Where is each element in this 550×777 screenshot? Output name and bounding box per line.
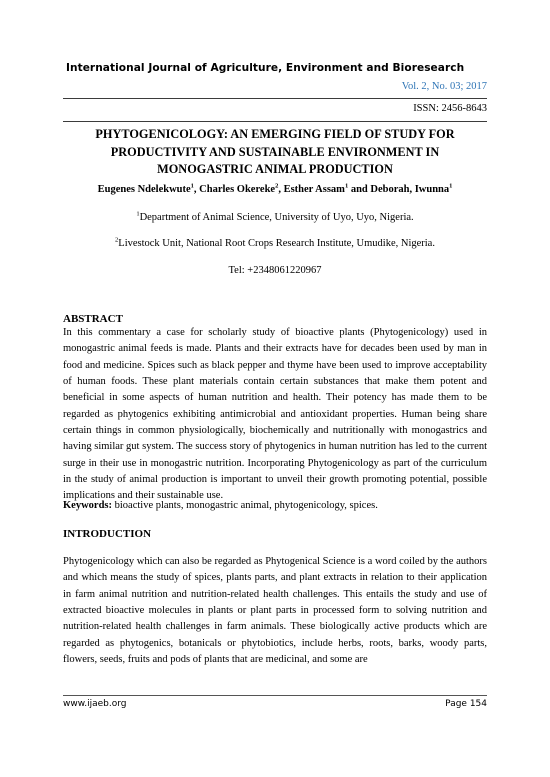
- author-name: and Deborah, Iwunna: [348, 184, 450, 195]
- journal-website: www.ijaeb.org: [63, 699, 127, 709]
- keywords-label: Keywords:: [63, 500, 112, 511]
- abstract-heading: ABSTRACT: [63, 313, 123, 325]
- keywords: [63, 500, 487, 511]
- affiliation-marker: 1: [344, 182, 349, 190]
- abstract-text: In this commentary a case for scholarly study of bioactive plants (Phytogenicology) used in monogastric animal feeds is made. Plants and their extracts have for decades been used by man in food and medicine. Spices such as black pepper and thyme have been used to improve acceptability of human foods. These plant materials contain certain substances that make them potent and beneficial in some aspects of human nutrition and health. Their potency has made them to be regarded as phytogenics exhibiting antimicrobial and antioxidant properties. Human being share certain things in common physiologically, biochemically and nutritionally with monogastrics and having similar gut system. The success story of phytogenics in human nutrition has led to the current surge in their use in monogastric nutrition. Incorporating Phytogenicology as part of the curriculum in the study of animal production is important to unveil their growth promoting potential, possible implications and their sustainable use.: [63, 327, 487, 502]
- keywords-text: bioactive plants, monogastric animal, phytogenicology, spices.: [112, 500, 378, 511]
- header-divider: [63, 98, 487, 99]
- title-line: MONOGASTRIC ANIMAL PRODUCTION: [157, 162, 393, 176]
- introduction-heading: INTRODUCTION: [63, 528, 152, 540]
- author-name: Eugenes Ndelekwute: [97, 184, 191, 195]
- author-name: , Esther Assam: [278, 184, 345, 195]
- volume-info: Vol. 2, No. 03; 2017: [401, 81, 487, 92]
- affiliation-marker: 1: [136, 210, 140, 218]
- page-number: Page 154: [445, 699, 487, 709]
- issn-divider: [63, 121, 487, 122]
- affiliation-text: Department of Animal Science, University of Uyo, Uyo, Nigeria.: [139, 212, 414, 223]
- affiliation-2: [63, 238, 487, 249]
- affiliation-marker: 2: [275, 182, 279, 190]
- affiliation-marker: 2: [115, 236, 119, 244]
- title-line: PRODUCTIVITY AND SUSTAINABLE ENVIRONMENT IN: [110, 144, 440, 159]
- affiliation-1: [63, 212, 487, 223]
- issn: ISSN: 2456-8643: [413, 103, 487, 114]
- article-title: [63, 126, 487, 179]
- journal-title: International Journal of Agriculture, Environment and Bioresearch: [66, 62, 465, 74]
- footer-divider: [63, 695, 487, 696]
- affiliation-text: Livestock Unit, National Root Crops Research Institute, Umudike, Nigeria.: [118, 238, 435, 249]
- contact-phone: Tel: +2348061220967: [228, 265, 322, 276]
- author-list: [63, 184, 487, 195]
- affiliation-marker: 1: [449, 182, 453, 190]
- title-line: PHYTOGENICOLOGY: AN EMERGING FIELD OF STUDY FOR: [95, 127, 455, 141]
- author-name: , Charles Okereke: [193, 184, 276, 195]
- affiliation-marker: 1: [190, 182, 194, 190]
- introduction-text: Phytogenicology which can also be regarded as Phytogenical Science is a word coiled by the authors and which means the study of spices, plants parts, and plant extracts in relation to their application in farm animal nutrition and nutrition-related health challenges. This entails the study and use of extracted bioactive molecules in plants or plant parts in processed form to solving nutrition and nutrition-related health challenges in farm animals. These biologically active products which are regarded as phytogenics, botanicals or phytobiotics, include herbs, roots, barks, woody parts, flowers, seeds, fruits and pods of plants that are medicinal, and some are: [63, 556, 487, 666]
